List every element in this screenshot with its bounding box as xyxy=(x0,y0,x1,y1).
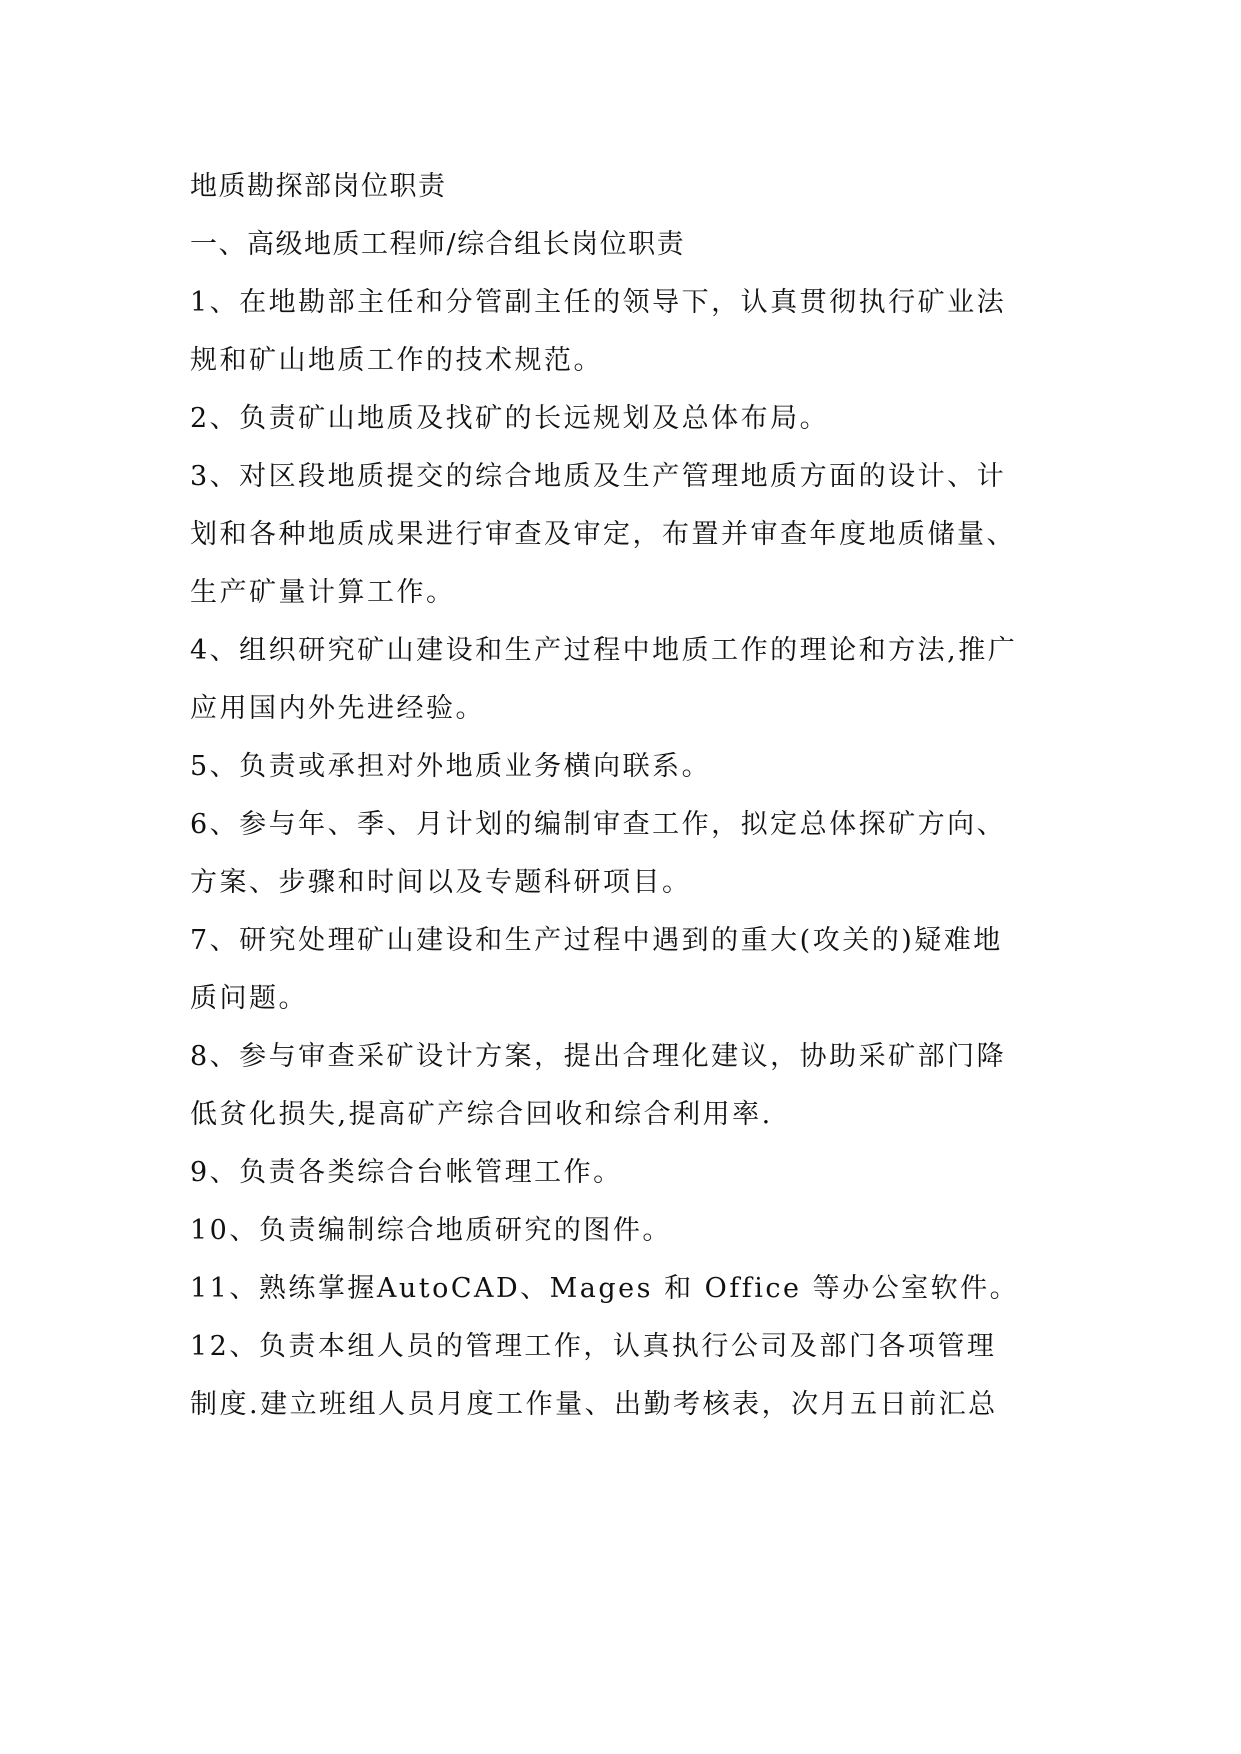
text-line: 6、参与年、季、月计划的编制审查工作，拟定总体探矿方向、 xyxy=(190,809,1007,840)
document-title: 地质勘探部岗位职责 xyxy=(190,171,447,202)
text-line: 5、负责或承担对外地质业务横向联系。 xyxy=(190,751,712,782)
text-line: 划和各种地质成果进行审查及审定，布置并审查年度地质储量、 xyxy=(190,519,1016,550)
text-line: 生产矿量计算工作。 xyxy=(190,577,456,608)
text-line: 制度.建立班组人员月度工作量、出勤考核表，次月五日前汇总 xyxy=(190,1389,998,1420)
text-line: 4、组织研究矿山建设和生产过程中地质工作的理论和方法,推广 xyxy=(190,635,1018,666)
section-heading: 一、高级地质工程师/综合组长岗位职责 xyxy=(190,229,686,260)
text-line: 8、参与审查采矿设计方案，提出合理化建议，协助采矿部门降 xyxy=(190,1041,1007,1072)
text-line: 7、研究处理矿山建设和生产过程中遇到的重大(攻关的)疑难地 xyxy=(190,925,1003,956)
text-line: 12、负责本组人员的管理工作，认真执行公司及部门各项管理 xyxy=(190,1331,997,1362)
text-line: 3、对区段地质提交的综合地质及生产管理地质方面的设计、计 xyxy=(190,461,1007,492)
text-line: 应用国内外先进经验。 xyxy=(190,693,485,724)
text-line: 9、负责各类综合台帐管理工作。 xyxy=(190,1157,623,1188)
text-line: 方案、步骤和时间以及专题科研项目。 xyxy=(190,867,692,898)
text-line: 质问题。 xyxy=(190,983,308,1014)
text-line: 规和矿山地质工作的技术规范。 xyxy=(190,345,603,376)
text-line: 2、负责矿山地质及找矿的长远规划及总体布局。 xyxy=(190,403,830,434)
text-line: 1、在地勘部主任和分管副主任的领导下，认真贯彻执行矿业法 xyxy=(190,287,1007,318)
text-line: 11、熟练掌握AutoCAD、Mages 和 Office 等办公室软件。 xyxy=(190,1273,1020,1304)
text-line: 低贫化损失,提高矿产综合回收和综合利用率. xyxy=(190,1099,773,1130)
document-body xyxy=(190,158,1070,1434)
text-line: 10、负责编制综合地质研究的图件。 xyxy=(190,1215,672,1246)
